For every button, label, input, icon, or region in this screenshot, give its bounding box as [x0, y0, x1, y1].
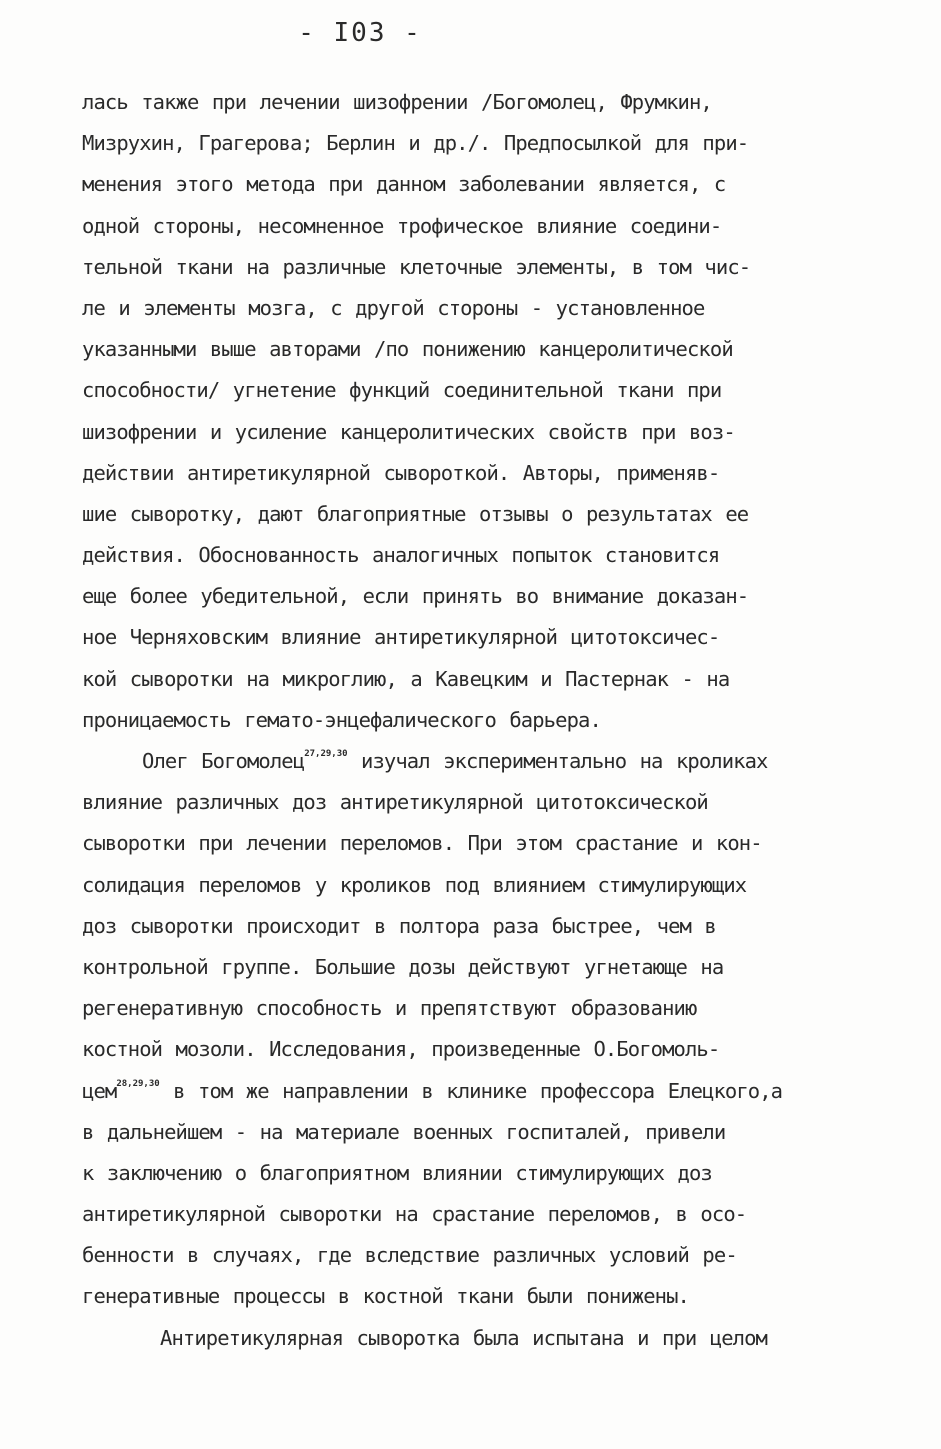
footnote-reference: 28,29,30 — [116, 1078, 160, 1089]
text-line: указанными выше авторами /по понижению канцеролитической — [82, 337, 733, 362]
text-line: шие сыворотку, дают благоприятные отзывы о результатах ее — [82, 501, 749, 526]
text-line — [82, 1071, 872, 1112]
text-line: лась также при лечении шизофрении /Богомолец, Фрумкин, — [82, 90, 712, 114]
text-line: действия. Обоснованность аналогичных попыток становится — [82, 543, 720, 568]
text-fragment: Олег Богомолец — [142, 749, 305, 773]
text-line: действии антиретикулярной сывороткой. Авторы, применяв- — [82, 460, 720, 485]
text-line: еще более убедительной, если принять во внимание доказан- — [82, 584, 749, 609]
text-line: доз сыворотки происходит в полтора раза быстрее, чем в — [82, 913, 716, 938]
text-line: регенеративную способность и препятствуют образованию — [82, 996, 697, 1021]
text-line: костной мозоли. Исследования, произведенные О.Богомоль- — [82, 1037, 720, 1062]
text-line: антиретикулярной сыворотки на срастание переломов, в осо- — [82, 1202, 747, 1227]
text-line: кой сыворотки на микроглию, а Кавецким и Пастернак - на — [82, 666, 730, 691]
text-line: влияние различных доз антиретикулярной цитотоксической — [82, 790, 708, 815]
page-body — [82, 82, 872, 1359]
text-line: к заключению о благоприятном влиянии стимулирующих доз — [82, 1160, 712, 1185]
text-line: сыворотки при лечении переломов. При этом срастание и кон- — [82, 831, 762, 856]
text-fragment: в том же направлении в клинике профессора Елецкого,а — [159, 1078, 783, 1103]
text-line: тельной ткани на различные клеточные элементы, в том чис- — [82, 254, 751, 279]
text-line: Мизрухин, Грагерова; Берлин и др./. Предпосылкой для при- — [82, 131, 749, 156]
text-fragment: изучал экспериментально на кроликах — [347, 749, 768, 773]
text-line: Антиретикулярная сыворотка была испытана и при целом — [160, 1325, 767, 1350]
text-line: одной стороны, несомненное трофическое влияние соедини- — [82, 213, 722, 238]
text-line: солидация переломов у кроликов под влиянием стимулирующих — [82, 872, 747, 897]
text-line: менения этого метода при данном заболевании является, с — [82, 172, 726, 197]
text-line: контрольной группе. Большие дозы действуют угнетающе на — [82, 954, 724, 979]
text-line: в дальнейшем - на материале военных госпиталей, привели — [82, 1119, 726, 1144]
text-line — [82, 741, 872, 782]
page-number: - I03 - — [298, 18, 422, 48]
text-fragment: цем — [82, 1078, 117, 1103]
text-line: бенности в случаях, где вследствие различных условий ре- — [82, 1243, 737, 1268]
text-line: проницаемость гемато-энцефалического барьера. — [82, 707, 601, 732]
text-line: способности/ угнетение функций соединительной ткани при — [82, 378, 722, 403]
text-line: шизофрении и усиление канцеролитических свойств при воз- — [82, 419, 735, 444]
text-line: ле и элементы мозга, с другой стороны - установленное — [82, 295, 705, 320]
text-line: генеративные процессы в костной ткани были понижены. — [82, 1284, 689, 1309]
footnote-reference: 27,29,30 — [304, 749, 348, 759]
text-line: ное Черняховским влияние антиретикулярной цитотоксичес- — [82, 625, 720, 650]
